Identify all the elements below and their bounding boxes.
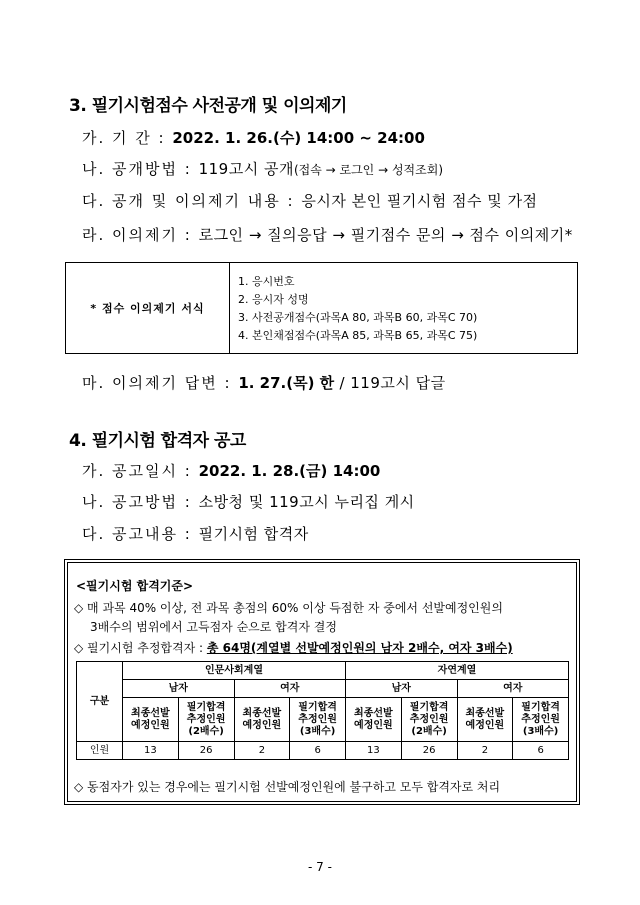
disclosure-content-label: 다. 공개 및 이의제기 내용 : bbox=[82, 192, 302, 210]
section4-title: 4. 필기시험 합격자 공고 bbox=[69, 431, 246, 451]
table-cell: 26 bbox=[401, 742, 457, 760]
pass-count-table bbox=[76, 661, 569, 760]
gender-header: 여자 bbox=[234, 680, 346, 698]
format-item: 1. 응시번호 bbox=[238, 275, 295, 288]
gender-header: 여자 bbox=[457, 680, 569, 698]
format-item: 2. 응시자 성명 bbox=[238, 293, 309, 306]
announce-date-value: 2022. 1. 28.(금) 14:00 bbox=[198, 462, 381, 480]
objection-format-label: * 점수 이의제기 서식 bbox=[66, 263, 230, 353]
format-item: 4. 본인채점점수(과목A 85, 과목B 65, 과목C 75) bbox=[238, 329, 478, 342]
table-cell: 6 bbox=[513, 742, 569, 760]
format-item: 3. 사전공개점수(과목A 80, 과목B 60, 과목C 70) bbox=[238, 311, 478, 324]
table-row-header: 구분 bbox=[77, 662, 123, 742]
column-header: 필기합격 추정인원 (2배수) bbox=[178, 698, 234, 742]
criteria-footer: ◇ 동점자가 있는 경우에는 필기시험 선발예정인원에 불구하고 모두 합격자로 처리 bbox=[74, 780, 501, 794]
column-header: 최종선발 예정인원 bbox=[234, 698, 290, 742]
table-row-label: 인원 bbox=[77, 742, 123, 760]
objection-answer-date: 1. 27.(목) 한 bbox=[238, 374, 335, 392]
criteria-bullet-2-label: ◇ 필기시험 추정합격자 : bbox=[74, 641, 207, 655]
objection-line bbox=[82, 224, 573, 245]
column-header: 필기합격 추정인원 (2배수) bbox=[401, 698, 457, 742]
table-cell: 2 bbox=[234, 742, 290, 760]
column-header: 필기합격 추정인원 (3배수) bbox=[290, 698, 346, 742]
objection-answer-line bbox=[82, 372, 446, 393]
disclosure-content-value: 응시자 본인 필기시험 점수 및 가점 bbox=[301, 192, 538, 210]
gender-header: 남자 bbox=[123, 680, 235, 698]
criteria-bullet-1-cont: 3배수의 범위에서 고득점자 순으로 합격자 결정 bbox=[90, 620, 337, 634]
column-header: 최종선발 예정인원 bbox=[457, 698, 513, 742]
announce-content-label: 다. 공고내용 : bbox=[82, 525, 199, 543]
column-header: 최종선발 예정인원 bbox=[123, 698, 179, 742]
table-cell: 2 bbox=[457, 742, 513, 760]
group-header: 인문사회계열 bbox=[123, 662, 346, 680]
objection-label: 라. 이의제기 : bbox=[82, 226, 199, 244]
section3-title: 3. 필기시험점수 사전공개 및 이의제기 bbox=[69, 96, 347, 116]
criteria-bullet-2 bbox=[74, 639, 513, 656]
announce-content-line bbox=[82, 523, 309, 544]
table-cell: 6 bbox=[290, 742, 346, 760]
announce-method-line bbox=[82, 491, 415, 512]
announce-date-line bbox=[82, 460, 380, 481]
period-label: 가. 기 간 : bbox=[82, 129, 173, 147]
disclosure-method-label: 나. 공개방법 : bbox=[82, 160, 199, 178]
announce-date-label: 가. 공고일시 : bbox=[82, 462, 199, 480]
announce-content-value: 필기시험 합격자 bbox=[198, 525, 309, 543]
objection-answer-label: 마. 이의제기 답변 : bbox=[82, 374, 239, 392]
disclosure-method-value: 119고시 공개 bbox=[198, 160, 294, 178]
gender-header: 남자 bbox=[346, 680, 458, 698]
criteria-heading: <필기시험 합격기준> bbox=[76, 579, 194, 593]
announce-method-value: 소방청 및 119고시 누리집 게시 bbox=[198, 493, 415, 511]
objection-value: 로그인 → 질의응답 → 필기점수 문의 → 점수 이의제기* bbox=[198, 226, 573, 244]
objection-answer-rest: / 119고시 답글 bbox=[334, 374, 446, 392]
announce-method-label: 나. 공고방법 : bbox=[82, 493, 199, 511]
page-number: - 7 - bbox=[308, 860, 332, 874]
table-cell: 13 bbox=[123, 742, 179, 760]
objection-format-box bbox=[65, 262, 578, 354]
period-value: 2022. 1. 26.(수) 14:00 ~ 24:00 bbox=[172, 129, 425, 147]
group-header: 자연계열 bbox=[346, 662, 569, 680]
column-header: 필기합격 추정인원 (3배수) bbox=[513, 698, 569, 742]
table-cell: 26 bbox=[178, 742, 234, 760]
table-cell: 13 bbox=[346, 742, 402, 760]
disclosure-content-line bbox=[82, 190, 538, 211]
pass-criteria-box bbox=[64, 559, 580, 805]
criteria-bullet-2-value: 총 64명(계열별 선발예정인원의 남자 2배수, 여자 3배수) bbox=[206, 641, 513, 655]
period-line bbox=[82, 127, 425, 148]
column-header: 최종선발 예정인원 bbox=[346, 698, 402, 742]
objection-format-list bbox=[230, 263, 577, 353]
criteria-bullet-1: ◇ 매 과목 40% 이상, 전 과목 총점의 60% 이상 득점한 자 중에서 선발예정인원의 bbox=[74, 601, 503, 615]
disclosure-method-note: (접속 → 로그인 → 성적조회) bbox=[293, 163, 443, 177]
disclosure-method-line bbox=[82, 158, 443, 179]
